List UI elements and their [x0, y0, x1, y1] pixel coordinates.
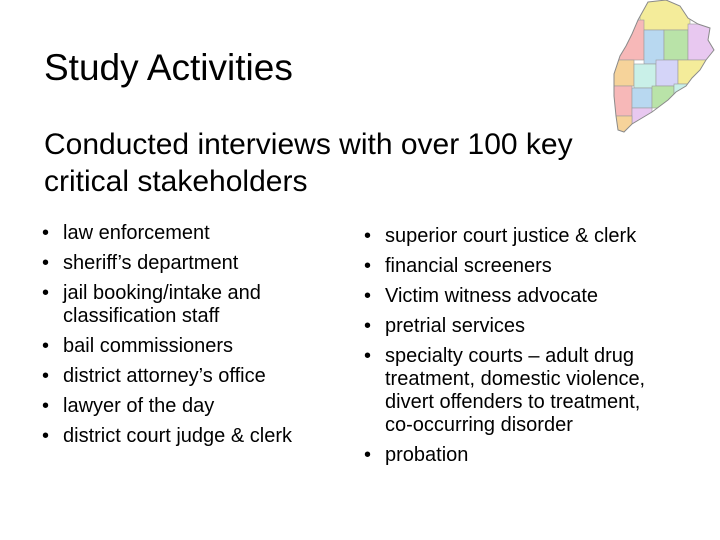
map-county-region	[634, 64, 656, 88]
right-bullet-list	[361, 225, 666, 474]
list-item: • sheriff’s department	[39, 252, 344, 275]
map-county-region	[678, 60, 714, 84]
map-county-region	[632, 88, 652, 108]
left-bullet-list	[39, 222, 344, 455]
slide-subtitle: Conducted interviews with over 100 key critical stakeholders	[44, 128, 573, 198]
list-item: • district attorney’s office	[39, 365, 344, 388]
map-county-region	[644, 30, 664, 64]
map-county-region	[610, 86, 632, 116]
list-item: • probation	[361, 444, 666, 467]
map-county-region	[632, 108, 652, 135]
map-county-region	[610, 116, 632, 135]
list-item: • district court judge & clerk	[39, 425, 344, 448]
list-item: • superior court justice & clerk	[361, 225, 666, 248]
list-item: • jail booking/intake and classification staff	[39, 282, 344, 328]
list-item: • lawyer of the day	[39, 395, 344, 418]
list-item: • specialty courts – adult drug treatment, domestic violence, divert offenders to treatment, co-occurring disorder	[361, 345, 666, 437]
page-title: Study Activities	[44, 47, 293, 88]
list-item: • law enforcement	[39, 222, 344, 245]
list-item: • Victim witness advocate	[361, 285, 666, 308]
map-county-region	[656, 60, 678, 86]
list-item: • bail commissioners	[39, 335, 344, 358]
map-county-region	[610, 20, 644, 60]
maine-county-map-icon	[610, 0, 715, 135]
list-item: • pretrial services	[361, 315, 666, 338]
list-item: • financial screeners	[361, 255, 666, 278]
map-county-region	[664, 30, 688, 60]
map-county-region	[674, 84, 704, 104]
map-county-region	[640, 0, 690, 30]
